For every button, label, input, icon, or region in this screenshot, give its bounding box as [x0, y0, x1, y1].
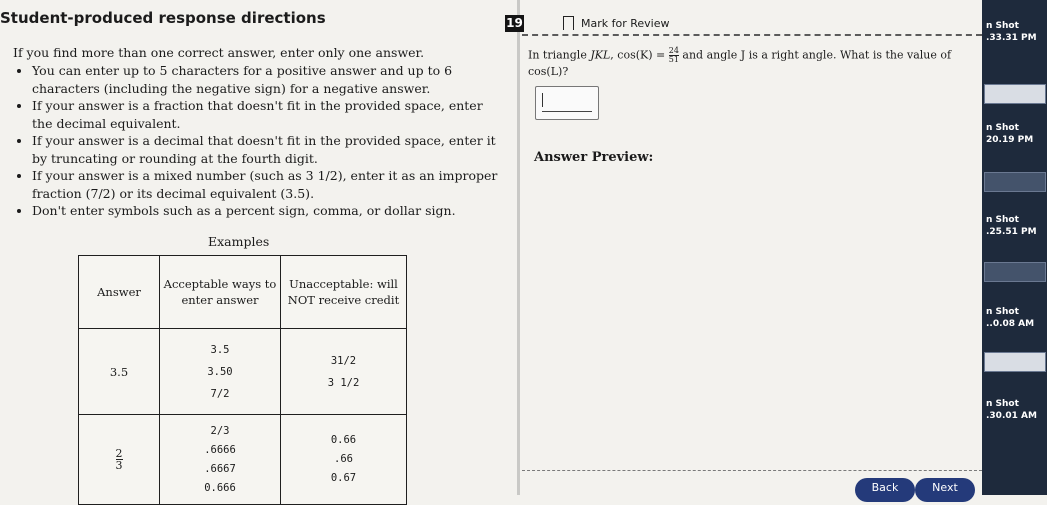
screenshot-label: n Shot	[986, 215, 1019, 225]
footer-divider	[522, 470, 982, 471]
screenshot-sidebar	[982, 0, 1047, 495]
unacceptable-value: 0.67	[330, 472, 357, 484]
acceptable-cell	[160, 329, 281, 415]
unacceptable-value: 31/2	[330, 354, 357, 367]
directions-heading: Student-produced response directions	[0, 9, 326, 27]
direction-item: • Don't enter symbols such as a percent sign, comma, or dollar sign.	[32, 202, 502, 220]
screenshot-entry[interactable]	[986, 398, 1037, 422]
screenshot-time: .25.51 PM	[986, 227, 1037, 237]
screenshot-entry[interactable]	[986, 122, 1033, 146]
answer-input[interactable]	[535, 86, 599, 120]
answer-cell	[79, 415, 160, 505]
question-number: 19	[506, 16, 523, 30]
bookmark-icon[interactable]	[563, 16, 574, 30]
cos-k-fraction	[669, 47, 679, 64]
question-prefix: In triangle	[528, 48, 591, 62]
directions-intro: If you find more than one correct answer, enter only one answer.	[13, 45, 425, 60]
screenshot-thumbnail[interactable]	[984, 352, 1046, 372]
mark-for-review-button[interactable]: Mark for Review	[581, 17, 670, 30]
unacceptable-value: 3 1/2	[327, 376, 360, 389]
screenshot-label: n Shot	[986, 123, 1019, 133]
acceptable-value: 0.666	[204, 481, 236, 494]
screenshot-label: n Shot	[986, 399, 1019, 409]
directions-list	[14, 62, 502, 220]
fraction-denominator: 51	[668, 55, 679, 64]
question-text: In triangle JKL, cos(K) = $\frac{24}{51}$ and angle J is a right angle. What is the value of cos(L)?	[528, 46, 952, 78]
acceptable-value: .6667	[204, 462, 236, 475]
text-cursor	[542, 93, 543, 107]
screenshot-entry[interactable]	[986, 306, 1034, 330]
examples-title: Examples	[208, 234, 270, 249]
input-underline	[542, 111, 592, 112]
table-row	[79, 329, 407, 415]
unacceptable-value: .66	[334, 453, 353, 465]
unacceptable-value: 0.66	[330, 434, 357, 446]
acceptable-value: .6666	[204, 443, 236, 456]
screenshot-thumbnail[interactable]	[984, 262, 1046, 282]
cos-k-label: cos(K) =	[617, 48, 666, 62]
question-suffix: and angle J is a right angle. What is the value of cos(L)?	[528, 48, 952, 78]
screenshot-label: n Shot	[986, 21, 1019, 31]
directions-panel	[0, 0, 515, 495]
direction-item: • If your answer is a fraction that doesn't fit in the provided space, enter the decimal equivalent.	[32, 97, 502, 132]
direction-item: • If your answer is a decimal that doesn't fit in the provided space, enter it by truncating or rounding at the fourth digit.	[32, 132, 502, 167]
acceptable-cell	[160, 415, 281, 505]
screenshot-thumbnail[interactable]	[984, 84, 1046, 104]
examples-table	[78, 255, 407, 505]
triangle-name: JKL	[590, 48, 611, 62]
acceptable-value: 3.5	[210, 343, 230, 356]
back-button[interactable]: Back	[855, 478, 915, 502]
next-button[interactable]: Next	[915, 478, 975, 502]
acceptable-value: 3.50	[207, 365, 233, 378]
screenshot-entry[interactable]	[986, 20, 1037, 44]
unacceptable-cell	[281, 329, 407, 415]
direction-item: • If your answer is a mixed number (such as 3 1/2), enter it as an improper fraction (7/2) or its decimal equivalent (3.5).	[32, 167, 502, 202]
table-header-unacceptable: Unacceptable: will NOT receive credit	[281, 256, 407, 329]
acceptable-value: 2/3	[210, 424, 230, 437]
panel-divider[interactable]	[517, 0, 520, 495]
screenshot-time: .33.31 PM	[986, 33, 1037, 43]
fraction-numerator: 24	[668, 46, 679, 55]
header-divider	[522, 34, 982, 36]
screenshot-time: 20.19 PM	[986, 135, 1034, 145]
direction-item: • You can enter up to 5 characters for a positive answer and up to 6 characters (including the negative sign) for a negative answer.	[32, 62, 502, 97]
answer-preview-label: Answer Preview:	[534, 150, 654, 165]
screenshot-time: .30.01 AM	[986, 411, 1037, 421]
table-header-answer: Answer	[79, 256, 160, 329]
screenshot-time: ..0.08 AM	[986, 319, 1035, 329]
table-header-acceptable: Acceptable ways to enter answer	[160, 256, 281, 329]
answer-cell: 3.5	[79, 329, 160, 415]
unacceptable-cell	[281, 415, 407, 505]
screenshot-entry[interactable]	[986, 214, 1037, 238]
screenshot-thumbnail[interactable]	[984, 172, 1046, 192]
answer-fraction: $\frac{2}{3}$	[115, 447, 123, 472]
table-row	[79, 415, 407, 505]
screenshot-label: n Shot	[986, 307, 1019, 317]
acceptable-value: 7/2	[210, 387, 230, 400]
